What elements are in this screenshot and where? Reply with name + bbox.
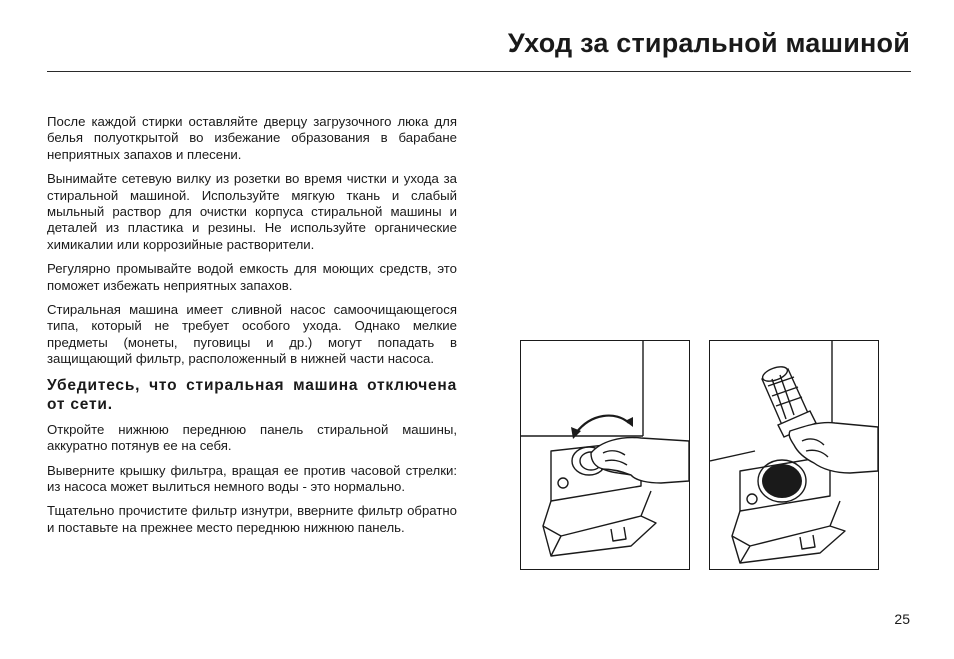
paragraph-detergent: Регулярно промывайте водой емкость для моющих средств, это поможет избежать неприятных запахов. [47,261,457,293]
paragraph-reinsert: Тщательно прочистите фильтр изнутри, вверните фильтр обратно и поставьте на прежнее место переднюю нижнюю панель. [47,503,457,535]
page-title: Уход за стиральной машиной [507,28,910,58]
filter-removed-icon [710,341,878,569]
warning-heading: Убедитесь, что стиральная машина отключена от сети. [47,376,457,413]
page-number: 25 [894,611,910,627]
figure-unscrew-filter [520,340,690,570]
instructions-text [47,114,457,544]
unscrew-filter-icon [521,341,689,569]
header-divider [47,71,911,72]
paragraph-door: После каждой стирки оставляйте дверцу загрузочного люка для белья полуоткрытой во избежание образования в барабане неприятных запахов и плесени. [47,114,457,162]
paragraph-cleaning: Вынимайте сетевую вилку из розетки во время чистки и ухода за стиральной машиной. Используйте мягкую ткань и слабый мыльный раствор для очистки корпуса стиральной машины и деталей из пластика и резины. Не используйте органические химикалии или коррозийные растворители. [47,171,457,252]
paragraph-open-panel: Откройте нижнюю переднюю панель стиральной машины, аккуратно потянув ее на себя. [47,421,457,454]
paragraph-pump: Стиральная машина имеет сливной насос самоочищающегося типа, который не требует особого ухода. Однако мелкие предметы (монеты, пуговицы и др.) могут попадать в защищающий фильтр, расположенный в нижней части насоса. [47,302,457,367]
figure-filter-removed [709,340,879,570]
paragraph-unscrew: Выверните крышку фильтра, вращая ее против часовой стрелки: из насоса может вылиться немного воды - это нормально. [47,462,457,494]
